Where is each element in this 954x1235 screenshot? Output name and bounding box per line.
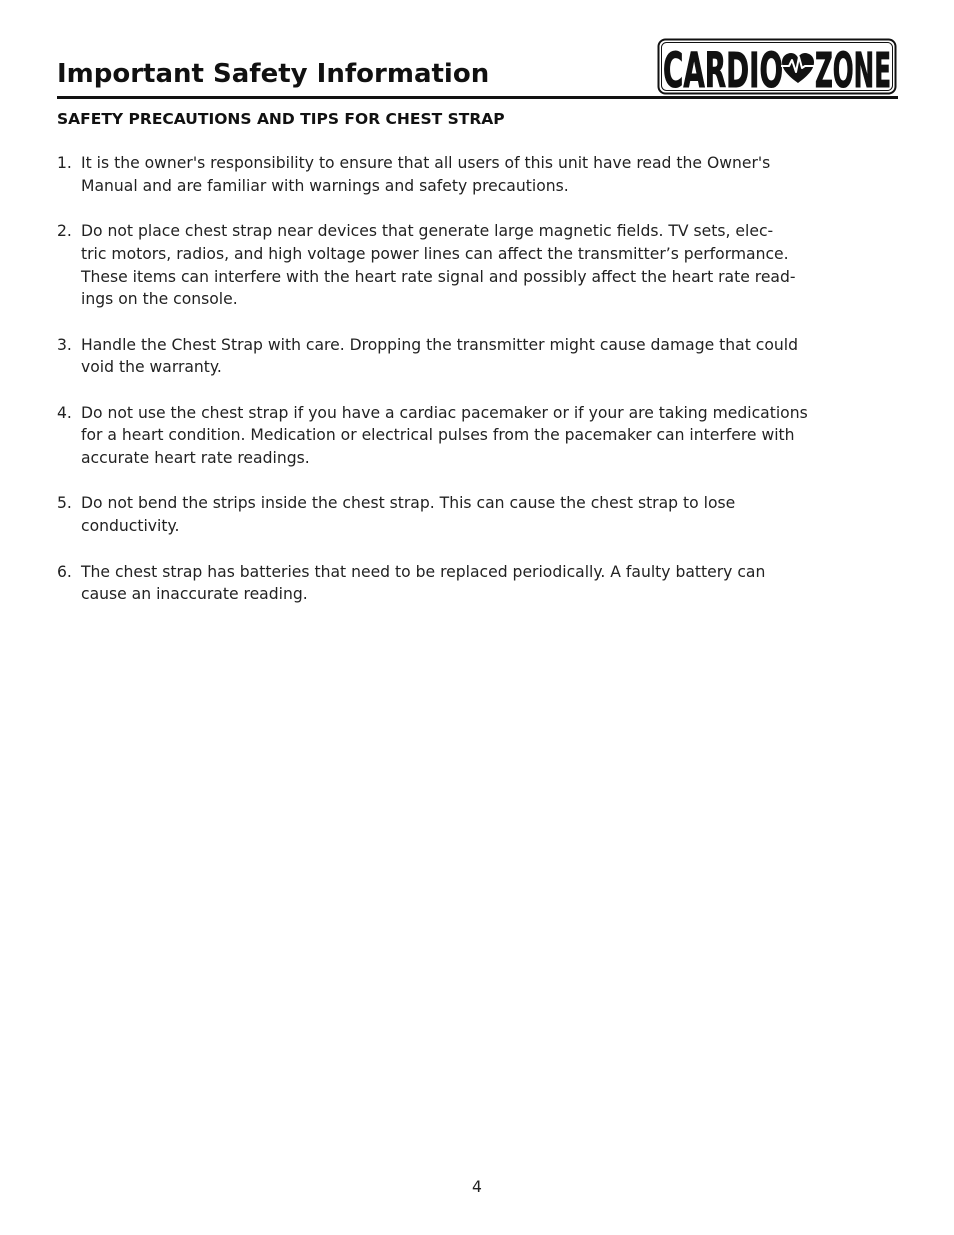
- list-item-number: 4.: [57, 403, 72, 422]
- list-item-line: The chest strap has batteries that need to be replaced periodically. A faulty battery can: [81, 562, 766, 581]
- list-item-line: Do not place chest strap near devices that generate large magnetic fields. TV sets, elec-: [81, 222, 774, 241]
- list-item-number: 5.: [57, 494, 72, 513]
- header-divider: [57, 96, 898, 99]
- list-item: [57, 220, 902, 311]
- logo-text-left: CARDIO: [663, 43, 783, 95]
- list-item-line: Do not bend the strips inside the chest strap. This can cause the chest strap to lose: [81, 494, 736, 513]
- logo-text-right: ZONE: [815, 43, 891, 95]
- list-item-line: Handle the Chest Strap with care. Dropping the transmitter might cause damage that could: [81, 335, 799, 354]
- list-item-line: Manual and are familiar with warnings and safety precautions.: [81, 176, 569, 195]
- list-item-line: void the warranty.: [81, 358, 222, 377]
- list-item: [57, 561, 902, 606]
- page-title: Important Safety Information: [57, 59, 490, 89]
- page-number: 4: [472, 1178, 482, 1196]
- list-item: [57, 152, 902, 197]
- list-item-line: These items can interfere with the heart rate signal and possibly affect the heart rate read-: [81, 267, 796, 286]
- list-item-number: 2.: [57, 222, 72, 241]
- list-item-line: cause an inaccurate reading.: [81, 585, 308, 604]
- list-item-line: Do not use the chest strap if you have a cardiac pacemaker or if your are taking medications: [81, 403, 808, 422]
- list-item-number: 1.: [57, 154, 72, 172]
- section-heading: SAFETY PRECAUTIONS AND TIPS FOR CHEST STRAP: [57, 110, 505, 128]
- list-item: [57, 402, 902, 470]
- list-item: [57, 492, 902, 537]
- list-item-line: ings on the console.: [81, 290, 238, 309]
- safety-list: [57, 152, 902, 629]
- list-item-number: 6.: [57, 562, 72, 581]
- list-item-line: tric motors, radios, and high voltage power lines can affect the transmitter’s performance.: [81, 244, 789, 263]
- list-item: [57, 334, 902, 379]
- list-item-line: accurate heart rate readings.: [81, 449, 310, 468]
- list-item-line: conductivity.: [81, 517, 180, 536]
- list-item-number: 3.: [57, 335, 72, 354]
- list-item-line: It is the owner's responsibility to ensure that all users of this unit have read the Owner's: [81, 154, 771, 172]
- cardio-zone-logo: [657, 38, 897, 95]
- list-item-line: for a heart condition. Medication or electrical pulses from the pacemaker can interfere with: [81, 426, 795, 445]
